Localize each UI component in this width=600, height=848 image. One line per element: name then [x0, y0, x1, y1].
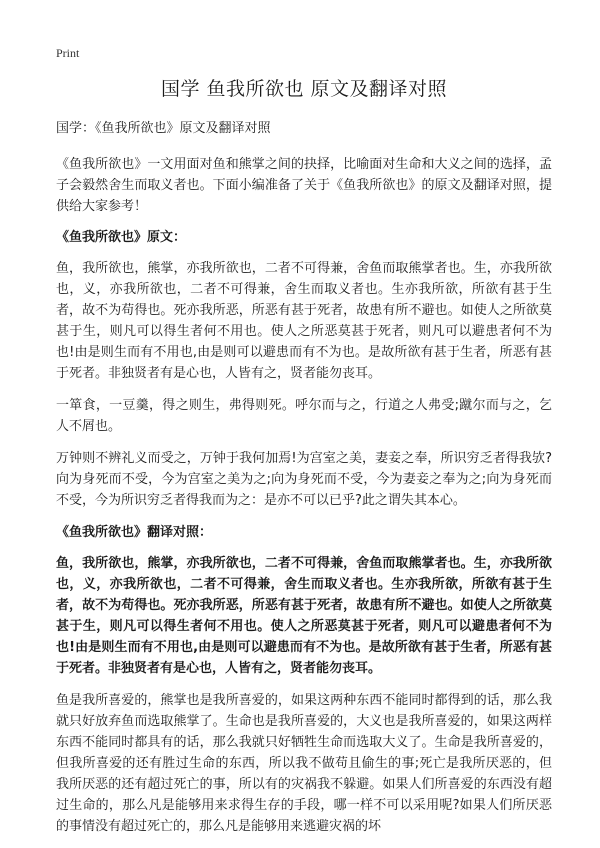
original-paragraph-2: 一箪食，一豆羹，得之则生，弗得则死。呼尔而与之，行道之人弗受;蹴尔而与之，乞人不屑也。 — [56, 398, 552, 434]
translation-heading: 《鱼我所欲也》翻译对照： — [56, 525, 213, 540]
article-body — [56, 118, 552, 848]
article-subtitle: 国学：《鱼我所欲也》原文及翻译对照 — [56, 121, 271, 136]
print-link[interactable]: Print — [56, 46, 80, 60]
translation-paragraph-1: 鱼是我所喜爱的，熊掌也是我所喜爱的，如果这两种东西不能同时都得到的话，那么我就只好放弃鱼而选取熊掌了。生命也是我所喜爱的，大义也是我所喜爱的，如果这两样东西不能同时都具有的话，那么我就只好牺牲生命而选取大义了。生命是我所喜爱的，但我所喜爱的还有胜过生命的东西，所以我不做苟且偷生的事;死亡是我所厌恶的，但我所厌恶的还有超过死亡的事，所以有的灾祸我不躲避。如果人们所喜爱的东西没有超过生命的，那么凡是能够用来求得生存的手段，哪一样不可以采用呢?如果人们所厌恶的事情没有超过死亡的，那么凡是能够用来逃避灾祸的坏 — [56, 693, 552, 834]
original-text-heading: 《鱼我所欲也》原文： — [56, 230, 187, 245]
page-title: 国学 鱼我所欲也 原文及翻译对照 — [160, 78, 448, 100]
translation-original-bold: 鱼，我所欲也，熊掌，亦我所欲也，二者不可得兼，舍鱼而取熊掌者也。生，亦我所欲也，义，亦我所欲也，二者不可得兼，舍生而取义者也。生亦我所欲，所欲有甚于生者，故不为苟得也。死亦我所恶，所恶有甚于死者，故患有所不避也。如使人之所欲莫甚于生，则凡可以得生者何不用也。使人之所恶莫甚于死者，则凡可以避患者何不为也!由是则生而有不用也,由是则可以避患而有不为也。是故所欲有甚于生者，所恶有甚于死者。非独贤者有是心也，人皆有之，贤者能勿丧耳。 — [56, 556, 552, 676]
intro-paragraph: 《鱼我所欲也》一文用面对鱼和熊掌之间的抉择，比喻面对生命和大义之间的选择，孟子会毅然舍生而取义者也。下面小编准备了关于《鱼我所欲也》的原文及翻译对照，提供给大家参考！ — [56, 157, 552, 214]
original-paragraph-3: 万钟则不辨礼义而受之，万钟于我何加焉!为宫室之美，妻妾之奉，所识穷乏者得我欤?向为身死而不受，今为宫室之美为之;向为身死而不受，今为妻妾之奉为之;向为身死而不受，今为所识穷乏者得我而为之：是亦不可以已乎?此之谓失其本心。 — [56, 451, 552, 508]
original-paragraph-1: 鱼，我所欲也，熊掌，亦我所欲也，二者不可得兼，舍鱼而取熊掌者也。生，亦我所欲也，义，亦我所欲也，二者不可得兼，舍生而取义者也。生亦我所欲，所欲有甚于生者，故不为苟得也。死亦我所恶，所恶有甚于死者，故患有所不避也。如使人之所欲莫甚于生，则凡可以得生者何不用也。使人之所恶莫甚于死者，则凡可以避患者何不为也!由是则生而有不用也,由是则可以避患而有不为也。是故所欲有甚于生者，所恶有甚于死者。非独贤者有是心也，人皆有之，贤者能勿丧耳。 — [56, 261, 552, 381]
